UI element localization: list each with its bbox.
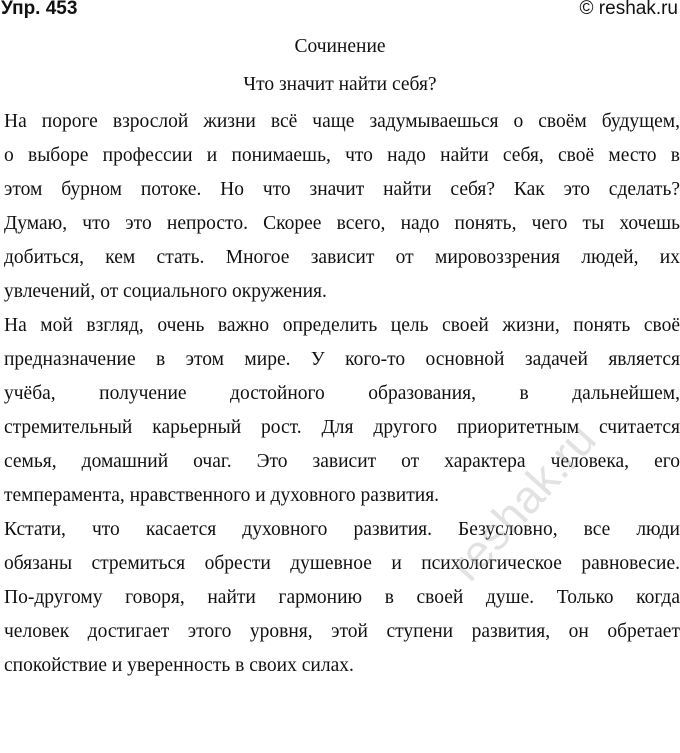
essay-body (4, 105, 680, 683)
text-line: о выборе профессии и понимаешь, что надо найти себя, своё место в (4, 145, 680, 166)
essay-genre-title: Сочинение (294, 36, 386, 57)
text-line: Кстати, что касается духовного развития. Безусловно, все люди (4, 519, 680, 540)
text-line: стремительный карьерный рост. Для другого приоритетным считается (4, 417, 680, 438)
text-line: увлечений, от социального окружения. (4, 281, 327, 302)
source-credit: © reshak.ru (579, 0, 678, 19)
exercise-number: Упр. 453 (1, 0, 78, 19)
text-line: Думаю, что это непросто. Скорее всего, надо понять, чего ты хочешь (4, 213, 680, 234)
text-line: спокойствие и уверенность в своих силах. (4, 655, 354, 676)
text-line: семья, домашний очаг. Это зависит от характера человека, его (4, 451, 680, 472)
page-header (0, 0, 680, 26)
essay-topic-title: Что значит найти себя? (243, 74, 437, 95)
text-line: учёба, получение достойного образования, в дальнейшем, (4, 383, 680, 404)
text-line: предназначение в этом мире. У кого-то основной задачей является (4, 349, 680, 370)
watermark: reshak.ru (438, 413, 606, 591)
text-line: добиться, кем стать. Многое зависит от мировоззрения людей, их (4, 247, 680, 268)
text-line: человек достигает этого уровня, этой ступени развития, он обретает (4, 621, 680, 642)
text-line: На пороге взрослой жизни всё чаще задумываешься о своём будущем, (4, 111, 680, 132)
text-line: обязаны стремиться обрести душевное и психологическое равновесие. (4, 553, 680, 574)
text-line: По-другому говоря, найти гармонию в своей душе. Только когда (4, 587, 680, 608)
text-line: этом бурном потоке. Но что значит найти себя? Как это сделать? (4, 179, 680, 200)
text-line: темперамента, нравственного и духовного развития. (4, 485, 440, 506)
text-line: На мой взгляд, очень важно определить цель своей жизни, понять своё (4, 315, 680, 336)
